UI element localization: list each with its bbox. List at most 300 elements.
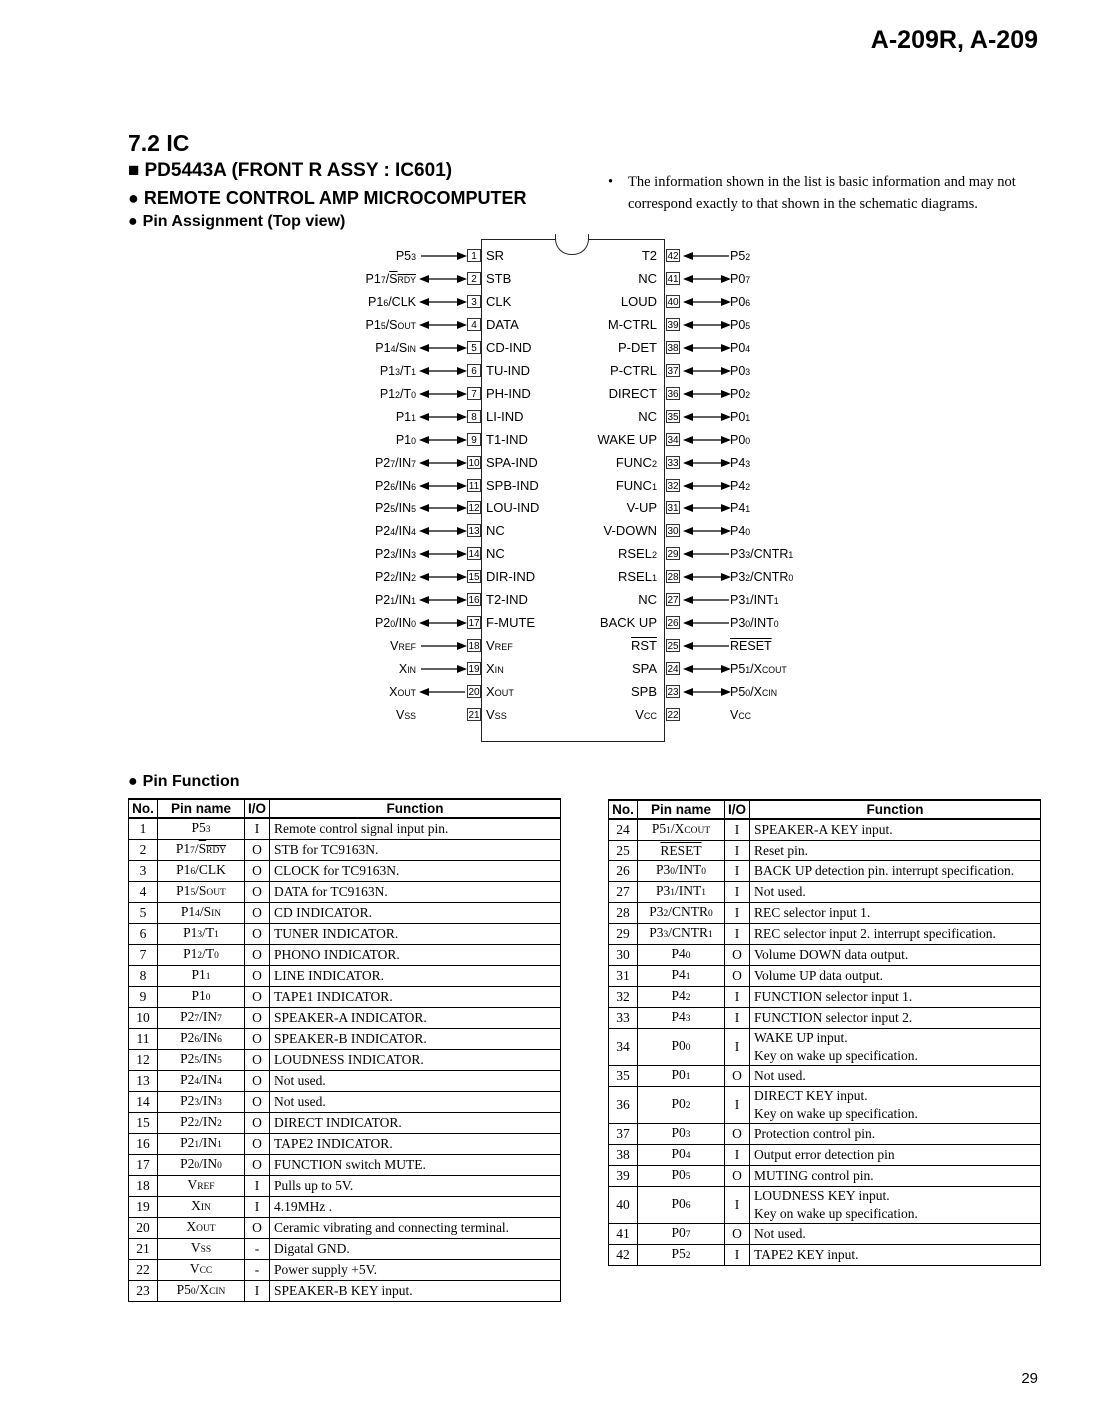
pin-int-label: PH-IND: [486, 385, 531, 401]
pin-number: 38: [667, 342, 679, 354]
cell-pin-name: P25/IN5: [158, 1050, 245, 1071]
cell-pin-name: P02: [638, 1087, 725, 1124]
cell-pin-name: P05: [638, 1166, 725, 1187]
pin-function-table-left: [128, 798, 561, 1302]
pin-number: 21: [468, 710, 480, 721]
cell-pin-name: P40: [638, 945, 725, 966]
cell-pin-name: P07: [638, 1224, 725, 1245]
pin-number: 39: [667, 319, 679, 331]
pin-ext-label: P00: [730, 432, 751, 447]
cell-function: Not used.: [750, 882, 1041, 903]
cell-pin-name: P31/INT1: [638, 882, 725, 903]
pin-ext-label: P40: [730, 524, 751, 539]
pin-number: 11: [468, 480, 480, 492]
pin-arrow-icon: [683, 297, 731, 307]
cell-no: 11: [129, 1029, 158, 1050]
cell-no: 6: [129, 924, 158, 945]
table-row: [609, 819, 1041, 841]
cell-no: 14: [129, 1092, 158, 1113]
table-row: [609, 1087, 1041, 1124]
cell-pin-name: P51/XCOUT: [638, 819, 725, 841]
pin-ext-label: P15/SOUT: [365, 317, 416, 332]
cell-io: I: [245, 1197, 270, 1218]
cell-pin-name: VSS: [158, 1239, 245, 1260]
cell-function: TUNER INDICATOR.: [270, 924, 561, 945]
cell-function: Output error detection pin: [750, 1145, 1041, 1166]
table-row: [129, 1281, 561, 1302]
cell-io: -: [245, 1260, 270, 1281]
cell-pin-name: P00: [638, 1029, 725, 1066]
cell-function: TAPE2 INDICATOR.: [270, 1134, 561, 1155]
pin-number: 37: [667, 365, 679, 377]
pin-ext-label: P42: [730, 478, 751, 493]
cell-io: I: [245, 1281, 270, 1302]
cell-io: O: [245, 1134, 270, 1155]
pin-arrow-icon: [419, 481, 467, 491]
cell-io: O: [245, 1008, 270, 1029]
cell-function: FUNCTION selector input 2.: [750, 1008, 1041, 1029]
cell-function: Not used.: [750, 1224, 1041, 1245]
table-row: [609, 1066, 1041, 1087]
cell-function: Remote control signal input pin.: [270, 818, 561, 840]
pin-ext-label: P10: [395, 432, 416, 447]
pin-number: 13: [468, 526, 480, 538]
pin-number: 4: [467, 318, 481, 331]
pin-arrow-icon: [683, 274, 731, 284]
ic-heading-text: PD5443A (FRONT R ASSY : IC601): [144, 160, 453, 181]
pin-arrow-icon: [419, 572, 467, 582]
pin-function-heading: [128, 773, 240, 791]
cell-no: 33: [609, 1008, 638, 1029]
cell-function: FUNCTION switch MUTE.: [270, 1155, 561, 1176]
cell-function: Volume UP data output.: [750, 966, 1041, 987]
table-row: [609, 903, 1041, 924]
pin-int-label: XOUT: [486, 684, 514, 700]
pin-number: 15: [468, 572, 480, 584]
small-bullet-icon: •: [608, 174, 614, 190]
pin-ext-label: P51/XCOUT: [730, 662, 787, 677]
pin-ext-label: P03: [730, 363, 751, 378]
cell-no: 23: [129, 1281, 158, 1302]
cell-function: TAPE2 KEY input.: [750, 1245, 1041, 1266]
cell-no: 7: [129, 945, 158, 966]
cell-pin-name: P20/IN0: [158, 1155, 245, 1176]
cell-no: 34: [609, 1029, 638, 1066]
pin-arrow-icon: [419, 503, 467, 513]
pin-int-label: SPB-IND: [486, 477, 539, 493]
pin-ext-label: P14/SIN: [375, 340, 416, 355]
pin-int-label: LOUD: [620, 293, 657, 309]
table-row: [609, 1029, 1041, 1066]
col-pin-name: Pin name: [158, 799, 245, 818]
cell-io: O: [245, 861, 270, 882]
pin-ext-label: P01: [730, 409, 751, 424]
pin-int-label: NC: [638, 592, 657, 608]
cell-no: 22: [129, 1260, 158, 1281]
pin-arrow-icon: [683, 389, 731, 399]
pin-ext-label: P22/IN2: [374, 570, 416, 585]
pin-arrow-icon: [683, 595, 731, 605]
cell-io: O: [725, 966, 750, 987]
pin-ext-label: P06: [730, 294, 751, 309]
pin-arrow-icon: [683, 687, 731, 697]
pin-ext-label: P04: [730, 340, 751, 355]
cell-pin-name: P11: [158, 966, 245, 987]
pin-ext-label: XOUT: [389, 685, 416, 700]
pin-int-label: SPB: [630, 684, 657, 700]
cell-io: O: [245, 1113, 270, 1134]
pin-ext-label: P43: [730, 455, 751, 470]
info-note-text: The information shown in the list is basic information and may not correspond exactly to that shown in the schematic diagrams.: [628, 174, 1016, 212]
table-header-row: [129, 799, 561, 818]
pin-arrow-icon: [683, 710, 731, 720]
cell-function: Power supply +5V.: [270, 1260, 561, 1281]
pin-ext-label: XIN: [398, 662, 416, 677]
cell-io: O: [245, 987, 270, 1008]
pin-number: 6: [467, 364, 481, 377]
table-header-row: [609, 800, 1041, 819]
pin-arrow-icon: [683, 641, 731, 651]
table-row: [609, 966, 1041, 987]
cell-io: I: [725, 1145, 750, 1166]
table-row: [129, 1260, 561, 1281]
pin-ext-label: P32/CNTR0: [730, 570, 794, 585]
pin-arrow-icon: [683, 618, 731, 628]
pin-number: 35: [667, 411, 679, 423]
pin-int-label: WAKE UP: [597, 431, 657, 447]
pin-int-label: XIN: [486, 661, 504, 677]
cell-no: 41: [609, 1224, 638, 1245]
pin-int-label: DIR-IND: [486, 569, 536, 585]
table-row: [609, 861, 1041, 882]
cell-pin-name: P27/IN7: [158, 1008, 245, 1029]
pin-int-label: DIRECT: [608, 385, 657, 401]
pin-arrow-icon: [419, 526, 467, 536]
description-heading-text: REMOTE CONTROL AMP MICROCOMPUTER: [143, 188, 527, 208]
pin-int-label: T1-IND: [486, 431, 528, 447]
cell-io: O: [245, 1029, 270, 1050]
cell-no: 12: [129, 1050, 158, 1071]
pin-int-label: M-CTRL: [607, 316, 657, 332]
pin-ext-label: P53: [395, 249, 416, 263]
pin-number: 7: [467, 387, 481, 400]
pin-ext-label: P07: [730, 271, 751, 286]
pin-ext-label: P27/IN7: [374, 455, 416, 470]
cell-pin-name: P14/SIN: [158, 903, 245, 924]
table-row: [129, 966, 561, 987]
pin-ext-label: VCC: [730, 708, 751, 722]
description-heading: [128, 188, 527, 209]
pin-arrow-icon: [419, 595, 467, 605]
page-number: 29: [1021, 1370, 1038, 1387]
pin-number: 1: [467, 249, 481, 262]
cell-io: O: [245, 1155, 270, 1176]
cell-pin-name: P30/INT0: [638, 861, 725, 882]
pin-arrow-icon: [419, 618, 467, 628]
cell-io: I: [725, 1008, 750, 1029]
cell-function: MUTING control pin.: [750, 1166, 1041, 1187]
table-row: [129, 861, 561, 882]
cell-io: O: [245, 840, 270, 861]
cell-io: I: [245, 818, 270, 840]
table-row: [129, 1176, 561, 1197]
cell-no: 39: [609, 1166, 638, 1187]
cell-function: Ceramic vibrating and connecting terminal.: [270, 1218, 561, 1239]
cell-io: O: [245, 966, 270, 987]
cell-function: CLOCK for TC9163N.: [270, 861, 561, 882]
pin-arrow-icon: [419, 320, 467, 330]
pin-number: 27: [667, 595, 679, 607]
pin-function-table-right: [608, 799, 1041, 1266]
cell-function: LOUDNESS KEY input. Key on wake up specification.: [750, 1187, 1041, 1224]
table-row: [129, 1092, 561, 1113]
table-row: [609, 945, 1041, 966]
table-row: [129, 1155, 561, 1176]
pin-ext-label: P31/INT1: [730, 593, 779, 608]
cell-io: I: [245, 1176, 270, 1197]
pin-number: 18: [468, 641, 480, 653]
pin-ext-label: P26/IN6: [374, 478, 416, 493]
pin-arrow-icon: [419, 710, 467, 720]
pin-arrow-icon: [683, 320, 731, 330]
pin-int-label: LI-IND: [486, 408, 524, 424]
cell-io: I: [725, 819, 750, 841]
cell-io: I: [725, 924, 750, 945]
cell-pin-name: P42: [638, 987, 725, 1008]
cell-io: I: [725, 1245, 750, 1266]
table-row: [129, 987, 561, 1008]
pin-arrow-icon: [419, 389, 467, 399]
cell-no: 17: [129, 1155, 158, 1176]
pin-ext-label: RESET: [730, 639, 772, 654]
cell-pin-name: XOUT: [158, 1218, 245, 1239]
table-row: [129, 1197, 561, 1218]
cell-io: O: [245, 1050, 270, 1071]
col-pin-name: Pin name: [638, 800, 725, 819]
pin-int-label: VSS: [486, 707, 507, 722]
pin-int-label: P-DET: [618, 339, 657, 355]
cell-pin-name: P04: [638, 1145, 725, 1166]
cell-pin-name: P06: [638, 1187, 725, 1224]
pin-int-label: FUNC2: [615, 454, 657, 470]
pin-number: 9: [467, 433, 481, 446]
pin-number: 36: [667, 388, 679, 400]
pin-int-label: TU-IND: [486, 362, 531, 378]
table-row: [609, 1124, 1041, 1145]
square-bullet-icon: ■: [128, 160, 140, 181]
cell-io: I: [725, 861, 750, 882]
pin-int-label: DATA: [486, 316, 519, 332]
cell-no: 18: [129, 1176, 158, 1197]
pin-number: 25: [667, 641, 679, 653]
cell-function: DATA for TC9163N.: [270, 882, 561, 903]
pin-int-label: NC: [486, 523, 505, 539]
cell-no: 19: [129, 1197, 158, 1218]
pin-int-label: VCC: [635, 707, 657, 722]
pin-int-label: RSEL1: [617, 569, 657, 585]
pin-int-label: NC: [638, 408, 657, 424]
pin-arrow-icon: [419, 664, 467, 674]
pin-ext-label: P52: [730, 249, 751, 263]
table-row: [129, 1071, 561, 1092]
cell-pin-name: VCC: [158, 1260, 245, 1281]
table-row: [129, 1029, 561, 1050]
cell-io: O: [725, 1124, 750, 1145]
cell-function: Not used.: [750, 1066, 1041, 1087]
cell-no: 24: [609, 819, 638, 841]
cell-no: 2: [129, 840, 158, 861]
model-title: A-209R, A-209: [870, 26, 1038, 54]
cell-no: 35: [609, 1066, 638, 1087]
cell-pin-name: P53: [158, 818, 245, 840]
cell-no: 16: [129, 1134, 158, 1155]
cell-pin-name: P16/CLK: [158, 861, 245, 882]
cell-function: SPEAKER-A INDICATOR.: [270, 1008, 561, 1029]
pin-int-label: LOU-IND: [486, 500, 540, 516]
pin-number: 34: [667, 434, 679, 446]
cell-pin-name: P33/CNTR1: [638, 924, 725, 945]
cell-pin-name: P52: [638, 1245, 725, 1266]
pin-int-label: SR: [486, 248, 505, 263]
cell-no: 10: [129, 1008, 158, 1029]
pin-number: 33: [667, 457, 679, 469]
pin-arrow-icon: [419, 366, 467, 376]
pin-number: 23: [667, 687, 679, 699]
cell-pin-name: P01: [638, 1066, 725, 1087]
table-row: [129, 1113, 561, 1134]
cell-no: 40: [609, 1187, 638, 1224]
pin-ext-label: P25/IN5: [374, 501, 416, 516]
table-row: [129, 1239, 561, 1260]
cell-no: 37: [609, 1124, 638, 1145]
pin-assignment-heading-text: Pin Assignment (Top view): [142, 213, 346, 230]
pin-ext-label: P02: [730, 386, 751, 401]
cell-function: PHONO INDICATOR.: [270, 945, 561, 966]
section-title: 7.2 IC: [128, 130, 190, 156]
pin-ext-label: P24/IN4: [374, 524, 416, 539]
pin-int-label: CD-IND: [486, 339, 532, 355]
pin-arrow-icon: [419, 343, 467, 353]
cell-pin-name: P41: [638, 966, 725, 987]
pin-int-label: NC: [638, 270, 657, 286]
circle-bullet-icon: ●: [128, 188, 139, 208]
pin-arrow-icon: [419, 458, 467, 468]
cell-function: Protection control pin.: [750, 1124, 1041, 1145]
pin-number: 29: [667, 549, 679, 561]
pin-arrow-icon: [419, 435, 467, 445]
pin-assignment-heading: [128, 213, 345, 231]
pin-ext-label: P11: [395, 409, 416, 424]
ic-heading: [128, 160, 452, 182]
cell-function: Not used.: [270, 1092, 561, 1113]
pin-number: 8: [467, 410, 481, 423]
pin-number: 30: [667, 526, 679, 538]
cell-no: 42: [609, 1245, 638, 1266]
cell-function: 4.19MHz .: [270, 1197, 561, 1218]
cell-function: DIRECT INDICATOR.: [270, 1113, 561, 1134]
cell-io: I: [725, 1029, 750, 1066]
cell-io: O: [245, 1218, 270, 1239]
col-function: Function: [750, 800, 1041, 819]
info-note: [608, 172, 1028, 215]
pin-int-label: BACK UP: [599, 615, 657, 631]
pin-arrow-icon: [419, 641, 467, 651]
cell-no: 38: [609, 1145, 638, 1166]
cell-no: 13: [129, 1071, 158, 1092]
cell-no: 28: [609, 903, 638, 924]
cell-pin-name: P50/XCIN: [158, 1281, 245, 1302]
pin-number: 3: [467, 295, 481, 308]
pin-arrow-icon: [683, 481, 731, 491]
cell-function: LOUDNESS INDICATOR.: [270, 1050, 561, 1071]
col-io: I/O: [245, 799, 270, 818]
pin-int-label: T2: [641, 248, 657, 263]
pin-int-label: SPA: [631, 661, 657, 677]
cell-function: Reset pin.: [750, 841, 1041, 861]
cell-io: O: [725, 1224, 750, 1245]
pin-number: 17: [468, 618, 480, 630]
pin-arrow-icon: [683, 526, 731, 536]
pin-ext-label: P12/T0: [379, 386, 416, 401]
cell-io: I: [725, 841, 750, 861]
pin-number: 24: [667, 664, 679, 676]
pin-arrow-icon: [419, 274, 467, 284]
cell-pin-name: P12/T0: [158, 945, 245, 966]
cell-no: 8: [129, 966, 158, 987]
cell-function: CD INDICATOR.: [270, 903, 561, 924]
col-function: Function: [270, 799, 561, 818]
cell-no: 1: [129, 818, 158, 840]
pin-number: 26: [667, 618, 679, 630]
cell-pin-name: P23/IN3: [158, 1092, 245, 1113]
pin-number: 5: [467, 341, 481, 354]
table-row: [609, 1008, 1041, 1029]
cell-function: DIRECT KEY input. Key on wake up specification.: [750, 1087, 1041, 1124]
cell-pin-name: P03: [638, 1124, 725, 1145]
table-row: [129, 818, 561, 840]
cell-io: I: [725, 1087, 750, 1124]
pin-number: 22: [667, 710, 679, 721]
cell-io: O: [725, 1166, 750, 1187]
cell-function: WAKE UP input. Key on wake up specification.: [750, 1029, 1041, 1066]
pin-number: 41: [667, 273, 679, 285]
pin-arrow-icon: [419, 251, 467, 261]
cell-pin-name: P26/IN6: [158, 1029, 245, 1050]
table-row: [609, 841, 1041, 861]
pin-arrow-icon: [683, 458, 731, 468]
cell-no: 4: [129, 882, 158, 903]
cell-no: 9: [129, 987, 158, 1008]
cell-function: FUNCTION selector input 1.: [750, 987, 1041, 1008]
pin-arrow-icon: [683, 251, 731, 261]
pin-number: 42: [667, 251, 679, 262]
pin-arrow-icon: [419, 549, 467, 559]
pin-arrow-icon: [683, 572, 731, 582]
pin-arrow-icon: [419, 297, 467, 307]
col-io: I/O: [725, 800, 750, 819]
pin-arrow-icon: [683, 549, 731, 559]
pin-ext-label: P17/SRDY: [365, 271, 416, 286]
table-row: [129, 1134, 561, 1155]
cell-function: SPEAKER-B INDICATOR.: [270, 1029, 561, 1050]
pin-int-label: STB: [486, 270, 512, 286]
table-row: [129, 903, 561, 924]
table-row: [129, 1218, 561, 1239]
cell-io: O: [245, 1092, 270, 1113]
cell-io: O: [245, 882, 270, 903]
cell-no: 25: [609, 841, 638, 861]
table-row: [609, 1187, 1041, 1224]
